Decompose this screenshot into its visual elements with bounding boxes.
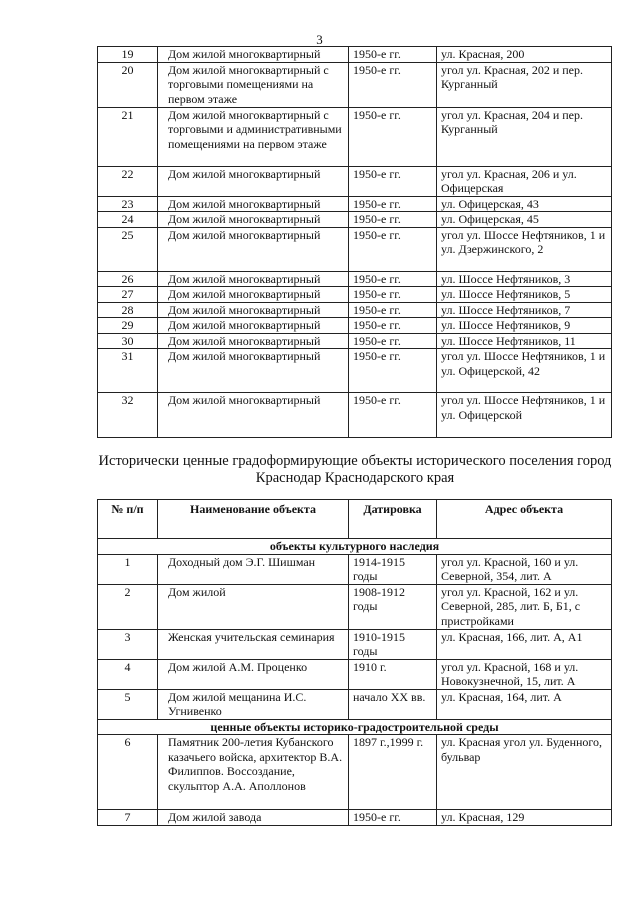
object-name: Дом жилой А.М. Проценко: [158, 659, 349, 689]
object-date: 1950-е гг.: [349, 333, 437, 349]
page-number: 3: [316, 32, 323, 47]
object-name: Памятник 200-летия Кубанского казачьего войска, архитектор В.А. Филиппов. Воссоздание, скульптор А.А. Аполлонов: [158, 735, 349, 810]
object-name: Дом жилой многоквартирный: [158, 318, 349, 334]
table-row: [98, 584, 612, 629]
object-address: ул. Красная, 200: [437, 47, 612, 63]
object-address: ул. Офицерская, 45: [437, 212, 612, 228]
section-heading: Исторически ценные градоформирующие объекты исторического поселения город Краснодар Краснодарского края: [98, 453, 612, 486]
table-row: [98, 212, 612, 228]
object-address: ул. Шоссе Нефтяников, 9: [437, 318, 612, 334]
row-number: 31: [98, 349, 158, 393]
row-number: 27: [98, 287, 158, 303]
header-address: Адрес объекта: [437, 500, 612, 539]
row-number: 30: [98, 333, 158, 349]
object-name: Дом жилой многоквартирный: [158, 393, 349, 438]
table-row: [98, 318, 612, 334]
object-address: ул. Красная угол ул. Буденного, бульвар: [437, 735, 612, 810]
object-address: ул. Красная, 166, лит. А, А1: [437, 629, 612, 659]
object-date: 1910 г.: [349, 659, 437, 689]
object-date: 1950-е гг.: [349, 287, 437, 303]
object-date: 1908-1912 годы: [349, 584, 437, 629]
object-date: 1950-е гг.: [349, 62, 437, 107]
section-row: [98, 719, 612, 735]
object-name: Женская учительская семинария: [158, 629, 349, 659]
table-row: [98, 333, 612, 349]
object-address: угол ул. Красная, 204 и пер. Курганный: [437, 107, 612, 166]
object-address: угол ул. Красная, 202 и пер. Курганный: [437, 62, 612, 107]
object-date: 1950-е гг.: [349, 271, 437, 287]
header-num: № п/п: [98, 500, 158, 539]
object-name: Дом жилой многоквартирный: [158, 333, 349, 349]
object-name: Дом жилой многоквартирный: [158, 196, 349, 212]
row-number: 6: [98, 735, 158, 810]
object-name: Дом жилой завода: [158, 810, 349, 826]
table-row: [98, 349, 612, 393]
table-row: [98, 554, 612, 584]
object-name: Дом жилой многоквартирный: [158, 271, 349, 287]
object-address: угол ул. Красная, 206 и ул. Офицерская: [437, 166, 612, 196]
object-name: Дом жилой многоквартирный: [158, 287, 349, 303]
row-number: 7: [98, 810, 158, 826]
object-name: Дом жилой мещанина И.С. Угнивенко: [158, 689, 349, 719]
object-address: угол ул. Красной, 162 и ул. Северной, 285, лит. Б, Б1, с пристройками: [437, 584, 612, 629]
table-row: [98, 810, 612, 826]
table-row: [98, 287, 612, 303]
object-date: 1950-е гг.: [349, 47, 437, 63]
object-date: 1950-е гг.: [349, 810, 437, 826]
object-date: 1950-е гг.: [349, 349, 437, 393]
header-date: Датировка: [349, 500, 437, 539]
object-address: угол ул. Красной, 160 и ул. Северной, 354, лит. А: [437, 554, 612, 584]
table-header-row: [98, 500, 612, 539]
object-address: ул. Шоссе Нефтяников, 5: [437, 287, 612, 303]
object-address: угол ул. Красной, 168 и ул. Новокузнечной, 15, лит. А: [437, 659, 612, 689]
row-number: 3: [98, 629, 158, 659]
row-number: 5: [98, 689, 158, 719]
row-number: 32: [98, 393, 158, 438]
object-name: Дом жилой многоквартирный: [158, 166, 349, 196]
object-date: 1950-е гг.: [349, 107, 437, 166]
object-name: Доходный дом Э.Г. Шишман: [158, 554, 349, 584]
object-address: ул. Шоссе Нефтяников, 11: [437, 333, 612, 349]
object-address: угол ул. Шоссе Нефтяников, 1 и ул. Дзержинского, 2: [437, 227, 612, 271]
row-number: 28: [98, 302, 158, 318]
table-row: [98, 393, 612, 438]
table-row: [98, 227, 612, 271]
row-number: 29: [98, 318, 158, 334]
table-row: [98, 196, 612, 212]
row-number: 23: [98, 196, 158, 212]
object-date: 1914-1915 годы: [349, 554, 437, 584]
row-number: 4: [98, 659, 158, 689]
row-number: 25: [98, 227, 158, 271]
object-name: Дом жилой многоквартирный: [158, 212, 349, 228]
object-name: Дом жилой: [158, 584, 349, 629]
object-name: Дом жилой многоквартирный: [158, 349, 349, 393]
object-date: 1950-е гг.: [349, 212, 437, 228]
object-date: 1950-е гг.: [349, 393, 437, 438]
object-address: ул. Шоссе Нефтяников, 7: [437, 302, 612, 318]
table-row: [98, 689, 612, 719]
object-address: ул. Шоссе Нефтяников, 3: [437, 271, 612, 287]
row-number: 21: [98, 107, 158, 166]
table-row: [98, 47, 612, 63]
object-date: 1950-е гг.: [349, 166, 437, 196]
section-title: ценные объекты историко-градостроительной среды: [98, 719, 612, 735]
row-number: 1: [98, 554, 158, 584]
object-name: Дом жилой многоквартирный: [158, 227, 349, 271]
header-name: Наименование объекта: [158, 500, 349, 539]
object-name: Дом жилой многоквартирный: [158, 47, 349, 63]
table-row: [98, 735, 612, 810]
object-name: Дом жилой многоквартирный с торговыми помещениями на первом этаже: [158, 62, 349, 107]
object-date: 1950-е гг.: [349, 318, 437, 334]
table-row: [98, 166, 612, 196]
table-row: [98, 629, 612, 659]
object-address: ул. Красная, 164, лит. А: [437, 689, 612, 719]
row-number: 2: [98, 584, 158, 629]
object-name: Дом жилой многоквартирный с торговыми и административными помещениями на первом этаже: [158, 107, 349, 166]
row-number: 20: [98, 62, 158, 107]
section-title: объекты культурного наследия: [98, 539, 612, 555]
table-row: [98, 107, 612, 166]
object-address: ул. Офицерская, 43: [437, 196, 612, 212]
row-number: 24: [98, 212, 158, 228]
object-address: угол ул. Шоссе Нефтяников, 1 и ул. Офицерской, 42: [437, 349, 612, 393]
row-number: 19: [98, 47, 158, 63]
row-number: 22: [98, 166, 158, 196]
table-row: [98, 659, 612, 689]
table-row: [98, 271, 612, 287]
object-name: Дом жилой многоквартирный: [158, 302, 349, 318]
object-date: 1950-е гг.: [349, 196, 437, 212]
object-address: угол ул. Шоссе Нефтяников, 1 и ул. Офицерской: [437, 393, 612, 438]
heritage-objects-table: [97, 499, 612, 826]
section-row: [98, 539, 612, 555]
continuation-table: [97, 46, 612, 438]
object-date: 1950-е гг.: [349, 302, 437, 318]
object-date: 1910-1915 годы: [349, 629, 437, 659]
table-row: [98, 62, 612, 107]
table-row: [98, 302, 612, 318]
object-date: 1950-е гг.: [349, 227, 437, 271]
object-address: ул. Красная, 129: [437, 810, 612, 826]
object-date: 1897 г.,1999 г.: [349, 735, 437, 810]
row-number: 26: [98, 271, 158, 287]
object-date: начало XX вв.: [349, 689, 437, 719]
